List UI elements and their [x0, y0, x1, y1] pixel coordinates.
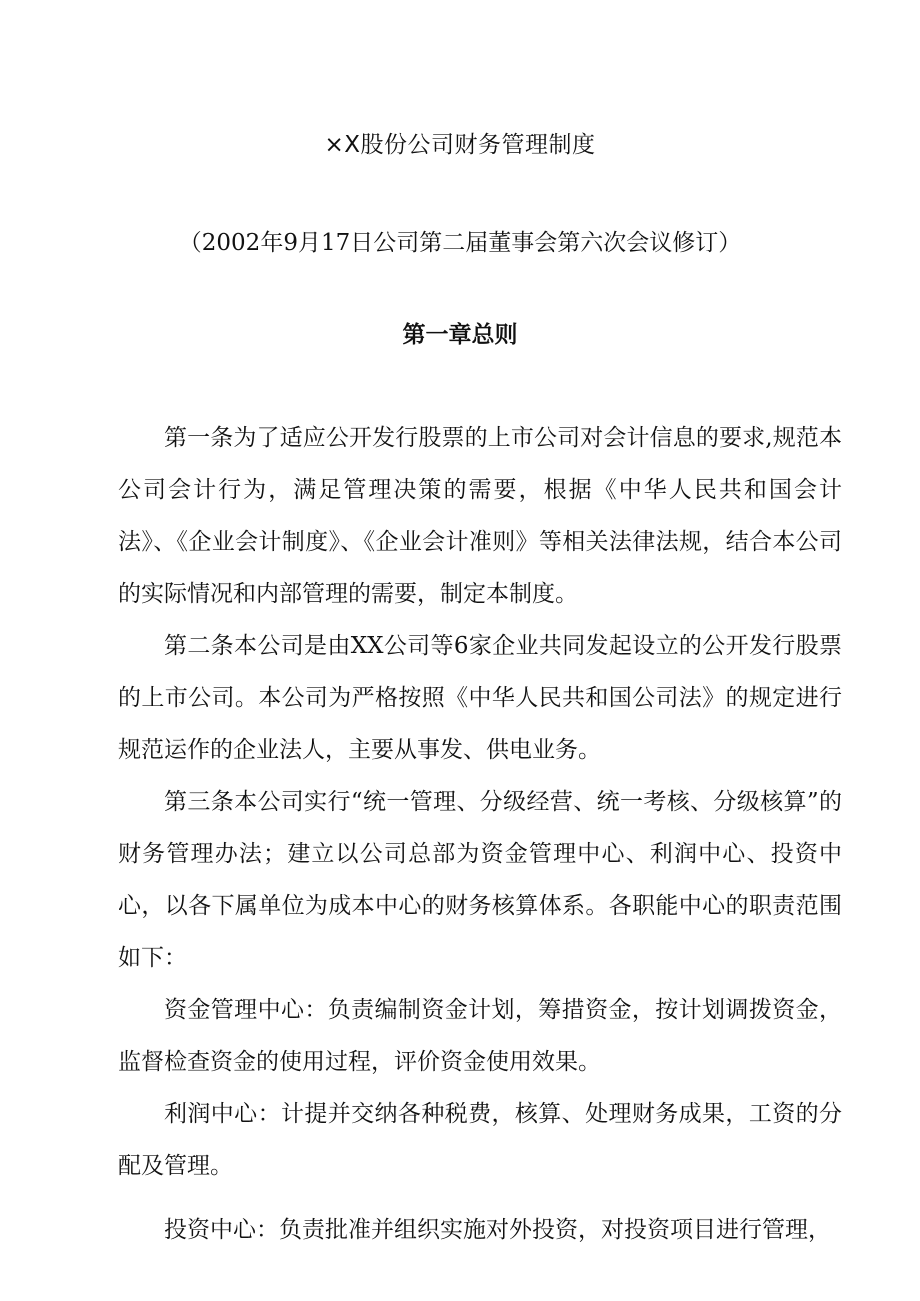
chapter-title: 第一章总则 [402, 321, 518, 348]
document-title: ×X股份公司财务管理制度 [324, 132, 596, 158]
paragraph-article-3: 第三条本公司实行“统一管理、分级经营、统一考核、分级核算”的财务管理办法；建立以公司总部为资金管理中心、利润中心、投资中心，以各下属单位为成本中心的财务核算体系。各职能中心的职责范围如下： [118, 789, 842, 971]
document-body [118, 412, 842, 1256]
document-subtitle: （2002年9月17日公司第二届董事会第六次会议修订） [178, 230, 742, 256]
paragraph-investment-center: 投资中心：负责批准并组织实施对外投资，对投资项目进行管理， [164, 1217, 831, 1243]
paragraph-capital-center: 资金管理中心：负责编制资金计划，筹措资金，按计划调拨资金，监督检查资金的使用过程，评价资金使用效果。 [118, 997, 842, 1075]
paragraph-profit-center: 利润中心：计提并交纳各种税费，核算、处理财务成果，工资的分配及管理。 [118, 1101, 842, 1179]
paragraph-article-2: 第二条本公司是由XX公司等6家企业共同发起设立的公开发行股票的上市公司。本公司为严格按照《中华人民共和国公司法》的规定进行规范运作的企业法人，主要从事发、供电业务。 [118, 633, 842, 763]
paragraph-article-1: 第一条为了适应公开发行股票的上市公司对会计信息的要求,规范本公司会计行为，满足管理决策的需要，根据《中华人民共和国会计法》、《企业会计制度》、《企业会计准则》等相关法律法规，结合本公司的实际情况和内部管理的需要，制定本制度。 [118, 425, 842, 607]
